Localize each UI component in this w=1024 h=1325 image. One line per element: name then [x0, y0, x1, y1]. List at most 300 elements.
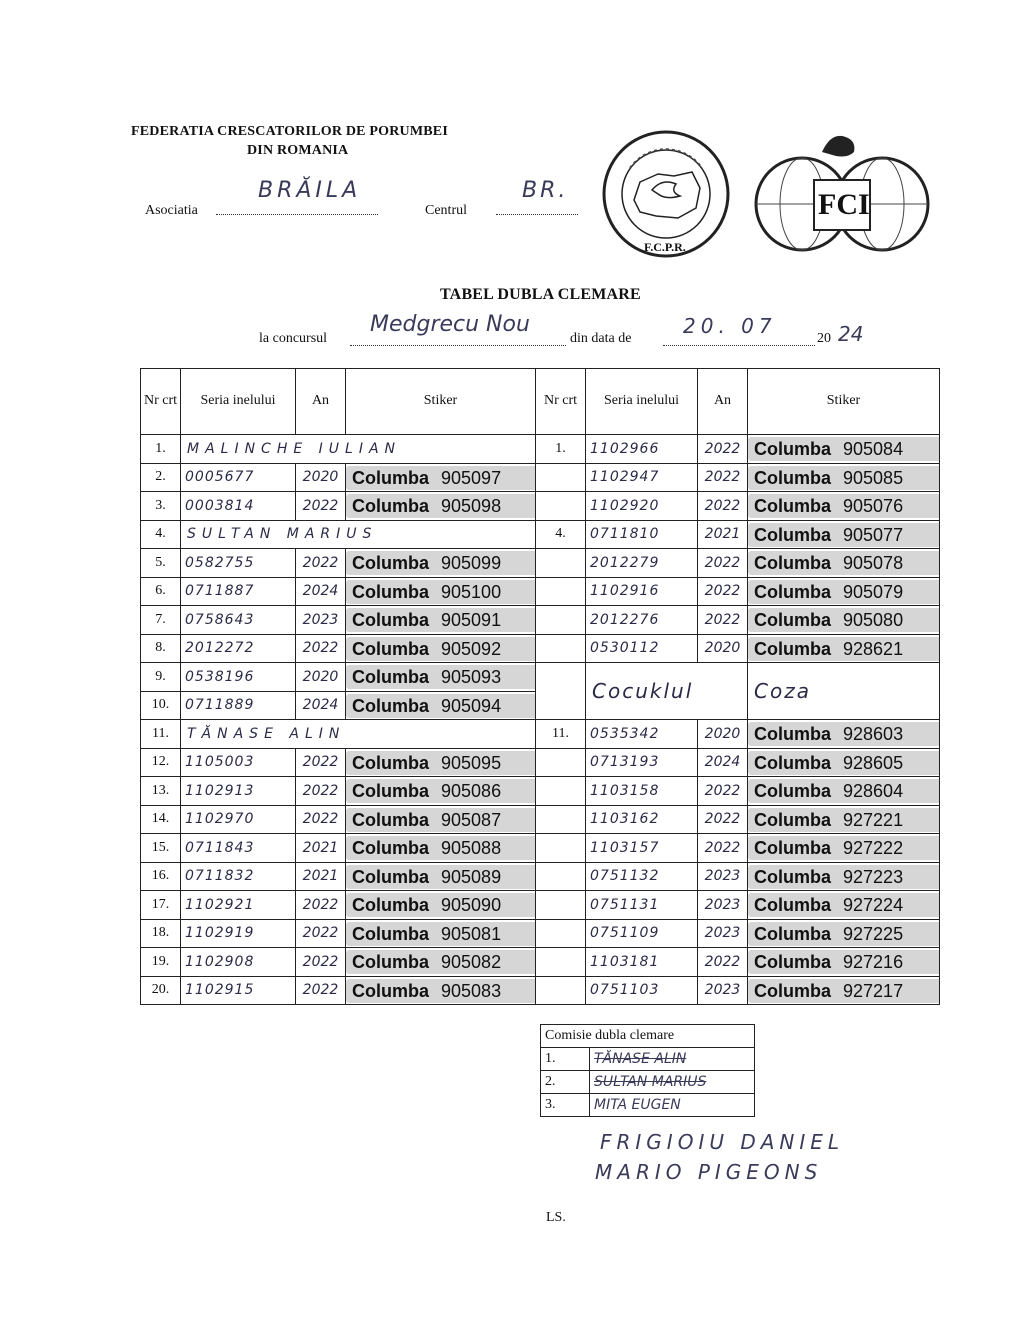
- ring-year: 2022: [296, 891, 346, 920]
- row-nr-2: [536, 834, 586, 863]
- ring-year: 2024: [296, 577, 346, 606]
- sticker-number-2: 905077: [843, 524, 904, 545]
- sticker-label: [346, 751, 536, 775]
- row-nr: 4.: [141, 520, 181, 549]
- fci-seal: [752, 122, 932, 262]
- commission-title: Comisie dubla clemare: [541, 1025, 755, 1048]
- ring-serial-2: 1102947: [586, 463, 698, 492]
- ring-serial: 0711832: [181, 862, 296, 891]
- sticker-number-2: 928621: [843, 638, 904, 659]
- centrul-field: [496, 178, 578, 215]
- table-row: [141, 919, 940, 948]
- row-nr: 15.: [141, 834, 181, 863]
- sticker-number-2: 905078: [843, 553, 904, 574]
- ring-serial: 1102908: [181, 948, 296, 977]
- ring-year-2: 2023: [698, 919, 748, 948]
- sticker-number: 905086: [441, 781, 502, 802]
- sticker-number-2: 927222: [843, 838, 904, 859]
- sticker-brand-2: Columba: [754, 895, 832, 916]
- sticker-brand: Columba: [352, 781, 430, 802]
- sticker-number-2: 905085: [843, 467, 904, 488]
- sticker-label: [346, 608, 536, 632]
- sticker-label-2: [748, 494, 940, 518]
- sticker-label-2: [748, 979, 940, 1003]
- ring-year-2: 2022: [698, 834, 748, 863]
- sticker-label: [346, 808, 536, 832]
- sticker-brand-2: Columba: [754, 809, 832, 830]
- ring-serial: 0711887: [181, 577, 296, 606]
- asociatia-label: Asociatia: [145, 203, 198, 218]
- ring-serial: 2012272: [181, 634, 296, 663]
- fcpr-abbrev: F.C.P.R.: [644, 240, 686, 254]
- row-nr-2: [536, 891, 586, 920]
- sticker-number: 905083: [441, 980, 502, 1001]
- sticker-label: [346, 694, 536, 718]
- commission-name-1: TĂNASE ALIN: [590, 1048, 755, 1071]
- row-nr-2: [536, 606, 586, 635]
- ring-serial: 0582755: [181, 549, 296, 578]
- table-row: [141, 805, 940, 834]
- sticker-cell: [346, 834, 536, 863]
- commission-extra-name-2: MARIO PIGEONS: [595, 1160, 823, 1184]
- table-row: [141, 606, 940, 635]
- sticker-number: 905087: [441, 809, 502, 830]
- ring-serial-2: 0751132: [586, 862, 698, 891]
- contest-name-value: Medgrecu Nou: [370, 312, 530, 337]
- ring-serial-2: 0751103: [586, 976, 698, 1005]
- owner-name: SULTAN MARIUS: [181, 520, 536, 549]
- row-nr: 14.: [141, 805, 181, 834]
- ring-serial-2: 1103181: [586, 948, 698, 977]
- row-nr-2: 11.: [536, 720, 586, 749]
- ring-year-2: 2022: [698, 435, 748, 464]
- sticker-brand-2: Columba: [754, 952, 832, 973]
- sticker-cell-2: [748, 606, 940, 635]
- ring-year: 2021: [296, 834, 346, 863]
- row-nr-2: 4.: [536, 520, 586, 549]
- sticker-label-2: [748, 722, 940, 746]
- sticker-number: 905099: [441, 553, 502, 574]
- contest-label: la concursul: [259, 331, 328, 346]
- date-label: din data de: [570, 331, 632, 346]
- ring-serial: 1102913: [181, 777, 296, 806]
- ring-year-2: 2022: [698, 948, 748, 977]
- sticker-brand-2: Columba: [754, 524, 832, 545]
- sticker-label: [346, 494, 536, 518]
- row-nr-2: [536, 549, 586, 578]
- sticker-cell-2: [748, 720, 940, 749]
- sticker-number-2: 928605: [843, 752, 904, 773]
- table-row: [141, 720, 940, 749]
- sticker-cell: [346, 748, 536, 777]
- header-stiker: Stiker: [346, 369, 536, 435]
- sticker-label-2: [748, 836, 940, 860]
- sticker-brand-2: Columba: [754, 752, 832, 773]
- ring-year: 2020: [296, 663, 346, 692]
- commission-extra-name-1: FRIGIOIU DANIEL: [600, 1130, 845, 1154]
- sticker-brand: Columba: [352, 667, 430, 688]
- ring-year-2: 2023: [698, 862, 748, 891]
- ring-year: 2022: [296, 976, 346, 1005]
- sticker-number-2: 928603: [843, 724, 904, 745]
- sticker-brand-2: Columba: [754, 553, 832, 574]
- header-an: An: [296, 369, 346, 435]
- sticker-label-2: [748, 751, 940, 775]
- row-nr: 9.: [141, 663, 181, 692]
- sticker-cell: [346, 891, 536, 920]
- ring-serial-2: 1102966: [586, 435, 698, 464]
- ring-serial: 0711843: [181, 834, 296, 863]
- sticker-brand: Columba: [352, 895, 430, 916]
- sticker-number: 905089: [441, 866, 502, 887]
- sticker-cell: [346, 492, 536, 521]
- row-nr-2: [536, 805, 586, 834]
- sticker-cell-2: [748, 520, 940, 549]
- merged-note-right: Coza: [748, 663, 940, 720]
- federation-title-line1: FEDERATIA CRESCATORILOR DE PORUMBEI: [131, 124, 448, 139]
- ring-year: 2022: [296, 634, 346, 663]
- ring-year: 2020: [296, 463, 346, 492]
- row-nr-2: [536, 748, 586, 777]
- sticker-cell: [346, 948, 536, 977]
- sticker-number-2: 905080: [843, 610, 904, 631]
- sticker-cell-2: [748, 862, 940, 891]
- sticker-number: 905081: [441, 923, 502, 944]
- row-nr: 13.: [141, 777, 181, 806]
- sticker-brand: Columba: [352, 638, 430, 659]
- sticker-label: [346, 979, 536, 1003]
- sticker-cell-2: [748, 834, 940, 863]
- sticker-number: 905092: [441, 638, 502, 659]
- header-nr: Nr crt: [141, 369, 181, 435]
- sticker-cell-2: [748, 805, 940, 834]
- table-row: [141, 948, 940, 977]
- ring-year: 2024: [296, 691, 346, 720]
- ring-serial-2: 0530112: [586, 634, 698, 663]
- sticker-brand: Columba: [352, 467, 430, 488]
- sticker-number-2: 905084: [843, 439, 904, 460]
- row-nr-2: [536, 862, 586, 891]
- sticker-cell-2: [748, 891, 940, 920]
- sticker-cell-2: [748, 634, 940, 663]
- table-header-row: [141, 369, 940, 435]
- ring-year: 2022: [296, 948, 346, 977]
- sticker-number-2: 927225: [843, 923, 904, 944]
- table-row: [141, 577, 940, 606]
- sticker-number-2: 905079: [843, 581, 904, 602]
- row-nr-2: 1.: [536, 435, 586, 464]
- sticker-cell: [346, 691, 536, 720]
- sticker-label-2: [748, 808, 940, 832]
- row-nr: 2.: [141, 463, 181, 492]
- fcpr-seal: [600, 128, 732, 260]
- commission-nr-1: 1.: [541, 1048, 590, 1071]
- sticker-cell: [346, 976, 536, 1005]
- sticker-brand: Columba: [352, 923, 430, 944]
- centrul-label: Centrul: [425, 203, 467, 218]
- sticker-cell: [346, 805, 536, 834]
- ring-serial-2: 1102920: [586, 492, 698, 521]
- row-nr-2: [536, 463, 586, 492]
- ring-serial-2: 1103162: [586, 805, 698, 834]
- ring-serial: 1105003: [181, 748, 296, 777]
- double-clamp-table: [140, 368, 940, 1005]
- sticker-number-2: 928604: [843, 781, 904, 802]
- row-nr-2: [536, 777, 586, 806]
- sticker-brand: Columba: [352, 838, 430, 859]
- ring-serial: 1102970: [181, 805, 296, 834]
- sticker-number: 905088: [441, 838, 502, 859]
- row-nr: 16.: [141, 862, 181, 891]
- row-nr-2: [536, 634, 586, 663]
- row-nr: 20.: [141, 976, 181, 1005]
- sticker-cell: [346, 919, 536, 948]
- sticker-cell: [346, 463, 536, 492]
- ring-serial-2: 2012276: [586, 606, 698, 635]
- commission-name-2: SULTAN MARIUS: [590, 1071, 755, 1094]
- sticker-cell: [346, 549, 536, 578]
- sticker-brand-2: Columba: [754, 781, 832, 802]
- sticker-number-2: 927216: [843, 952, 904, 973]
- sticker-label-2: [748, 551, 940, 575]
- owner-name: MALINCHE IULIAN: [181, 435, 536, 464]
- sticker-brand-2: Columba: [754, 581, 832, 602]
- sticker-label: [346, 865, 536, 889]
- sticker-brand: Columba: [352, 581, 430, 602]
- year-prefix: 20: [817, 331, 831, 346]
- ring-year-2: 2020: [698, 634, 748, 663]
- sticker-number-2: 927217: [843, 980, 904, 1001]
- header-stiker-2: Stiker: [748, 369, 940, 435]
- table-row: [141, 463, 940, 492]
- table-row: [141, 976, 940, 1005]
- ring-year: 2022: [296, 492, 346, 521]
- sticker-brand: Columba: [352, 980, 430, 1001]
- date-value: 20. 07: [683, 314, 777, 338]
- table-row: [141, 748, 940, 777]
- sticker-number: 905095: [441, 752, 502, 773]
- ring-year: 2023: [296, 606, 346, 635]
- row-nr: 8.: [141, 634, 181, 663]
- row-nr: 6.: [141, 577, 181, 606]
- merged-note-left: Cocuklul: [586, 663, 748, 720]
- sticker-brand: Columba: [352, 952, 430, 973]
- table-row: [141, 862, 940, 891]
- ring-serial-2: 0751131: [586, 891, 698, 920]
- row-nr-2: [536, 976, 586, 1005]
- table-row: [141, 435, 940, 464]
- ring-year: 2022: [296, 919, 346, 948]
- ring-year: 2022: [296, 805, 346, 834]
- ring-serial: 1102921: [181, 891, 296, 920]
- row-nr: 12.: [141, 748, 181, 777]
- ring-serial: 0538196: [181, 663, 296, 692]
- sticker-label-2: [748, 779, 940, 803]
- commission-table: [540, 1024, 755, 1117]
- sticker-number: 905082: [441, 952, 502, 973]
- ring-year: 2021: [296, 862, 346, 891]
- header-nr-2: Nr crt: [536, 369, 586, 435]
- ring-serial-2: 0535342: [586, 720, 698, 749]
- ring-serial: 1102915: [181, 976, 296, 1005]
- sticker-brand: Columba: [352, 553, 430, 574]
- ring-serial-2: 0711810: [586, 520, 698, 549]
- ring-year: 2022: [296, 748, 346, 777]
- sticker-number: 905097: [441, 467, 502, 488]
- header-an-2: An: [698, 369, 748, 435]
- sticker-brand-2: Columba: [754, 610, 832, 631]
- row-nr-2: [536, 663, 586, 720]
- ring-serial: 0005677: [181, 463, 296, 492]
- asociatia-value: BRĂILA: [258, 178, 362, 203]
- ring-serial: 0711889: [181, 691, 296, 720]
- row-nr-2: [536, 919, 586, 948]
- ls-label: LS.: [546, 1210, 566, 1225]
- sticker-number-2: 927221: [843, 809, 904, 830]
- centrul-value: BR.: [522, 178, 569, 203]
- sticker-label: [346, 922, 536, 946]
- fci-letters: FCI: [818, 188, 870, 221]
- sticker-label-2: [748, 523, 940, 547]
- sticker-number: 905098: [441, 496, 502, 517]
- sticker-number-2: 927223: [843, 866, 904, 887]
- ring-year-2: 2022: [698, 606, 748, 635]
- row-nr: 19.: [141, 948, 181, 977]
- ring-year-2: 2020: [698, 720, 748, 749]
- sticker-cell: [346, 634, 536, 663]
- sticker-brand: Columba: [352, 752, 430, 773]
- sticker-brand-2: Columba: [754, 467, 832, 488]
- federation-title-line2: DIN ROMANIA: [247, 143, 349, 158]
- sticker-label-2: [748, 608, 940, 632]
- table-row: [141, 634, 940, 663]
- sticker-cell-2: [748, 948, 940, 977]
- sticker-label-2: [748, 466, 940, 490]
- ring-serial-2: 1102916: [586, 577, 698, 606]
- sticker-label-2: [748, 922, 940, 946]
- sticker-label-2: [748, 950, 940, 974]
- ring-serial-2: 2012279: [586, 549, 698, 578]
- contest-name-field: [350, 312, 566, 346]
- ring-serial: 0003814: [181, 492, 296, 521]
- ring-year-2: 2024: [698, 748, 748, 777]
- ring-year: 2022: [296, 777, 346, 806]
- sticker-label: [346, 950, 536, 974]
- sticker-brand-2: Columba: [754, 866, 832, 887]
- sticker-label-2: [748, 893, 940, 917]
- table-row: [141, 834, 940, 863]
- table-row: [141, 520, 940, 549]
- sticker-brand: Columba: [352, 496, 430, 517]
- table-row: [141, 777, 940, 806]
- sticker-cell-2: [748, 919, 940, 948]
- sticker-number: 905093: [441, 667, 502, 688]
- sticker-cell: [346, 577, 536, 606]
- ring-year-2: 2022: [698, 549, 748, 578]
- ring-serial-2: 1103158: [586, 777, 698, 806]
- sticker-label-2: [748, 580, 940, 604]
- document-title: TABEL DUBLA CLEMARE: [440, 286, 641, 303]
- table-row: [141, 891, 940, 920]
- sticker-cell-2: [748, 748, 940, 777]
- sticker-cell-2: [748, 777, 940, 806]
- sticker-brand-2: Columba: [754, 724, 832, 745]
- ring-serial: 0758643: [181, 606, 296, 635]
- commission-nr-2: 2.: [541, 1071, 590, 1094]
- ring-serial: 1102919: [181, 919, 296, 948]
- ring-year-2: 2022: [698, 805, 748, 834]
- sticker-cell: [346, 606, 536, 635]
- sticker-number: 905090: [441, 895, 502, 916]
- header-seria: Seria inelului: [181, 369, 296, 435]
- ring-year-2: 2022: [698, 777, 748, 806]
- sticker-brand: Columba: [352, 610, 430, 631]
- ring-year: 2022: [296, 549, 346, 578]
- sticker-number-2: 905076: [843, 496, 904, 517]
- sticker-label: [346, 836, 536, 860]
- sticker-cell-2: [748, 463, 940, 492]
- table-row: [141, 663, 940, 692]
- sticker-cell-2: [748, 577, 940, 606]
- sticker-cell-2: [748, 549, 940, 578]
- table-row: [141, 549, 940, 578]
- sticker-brand-2: Columba: [754, 923, 832, 944]
- commission-nr-3: 3.: [541, 1094, 590, 1117]
- year-suffix: 24: [838, 322, 864, 346]
- owner-name: TĂNASE ALIN: [181, 720, 536, 749]
- row-nr: 7.: [141, 606, 181, 635]
- header-seria-2: Seria inelului: [586, 369, 698, 435]
- sticker-cell: [346, 777, 536, 806]
- ring-serial-2: 1103157: [586, 834, 698, 863]
- table-row: [141, 492, 940, 521]
- sticker-brand-2: Columba: [754, 496, 832, 517]
- sticker-label: [346, 637, 536, 661]
- sticker-label-2: [748, 637, 940, 661]
- ring-year-2: 2022: [698, 463, 748, 492]
- ring-year-2: 2023: [698, 976, 748, 1005]
- ring-year-2: 2022: [698, 577, 748, 606]
- row-nr: 10.: [141, 691, 181, 720]
- sticker-label: [346, 466, 536, 490]
- sticker-label: [346, 551, 536, 575]
- sticker-brand: Columba: [352, 809, 430, 830]
- sticker-brand: Columba: [352, 866, 430, 887]
- sticker-cell: [346, 862, 536, 891]
- ring-serial-2: 0713193: [586, 748, 698, 777]
- sticker-label-2: [748, 865, 940, 889]
- sticker-number: 905100: [441, 581, 502, 602]
- sticker-label: [346, 580, 536, 604]
- sticker-label: [346, 779, 536, 803]
- sticker-cell-2: [748, 435, 940, 464]
- sticker-brand-2: Columba: [754, 638, 832, 659]
- sticker-cell-2: [748, 492, 940, 521]
- sticker-brand-2: Columba: [754, 838, 832, 859]
- row-nr: 1.: [141, 435, 181, 464]
- asociatia-field: [216, 178, 378, 215]
- row-nr: 18.: [141, 919, 181, 948]
- sticker-cell: [346, 663, 536, 692]
- commission-name-3: MITA EUGEN: [590, 1094, 755, 1117]
- sticker-number: 905091: [441, 610, 502, 631]
- row-nr-2: [536, 492, 586, 521]
- ring-year-2: 2022: [698, 492, 748, 521]
- sticker-number-2: 927224: [843, 895, 904, 916]
- row-nr: 3.: [141, 492, 181, 521]
- row-nr-2: [536, 948, 586, 977]
- sticker-number: 905094: [441, 695, 502, 716]
